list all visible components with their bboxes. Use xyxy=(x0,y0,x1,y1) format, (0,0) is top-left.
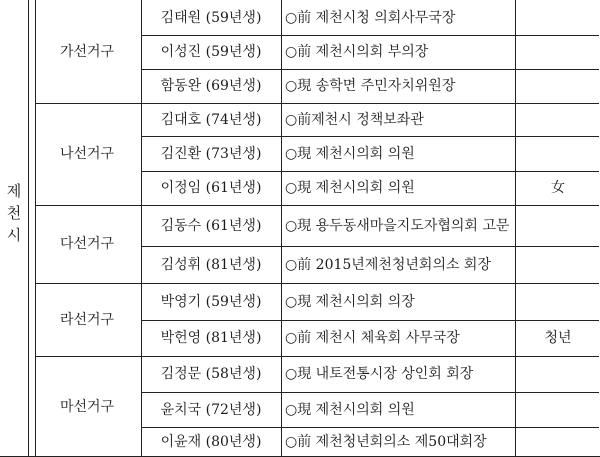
group-divider xyxy=(35,283,599,284)
row-divider xyxy=(141,246,599,247)
candidate-name: 박헌영 (81년생) xyxy=(160,330,262,346)
city-label: 제천시 xyxy=(6,182,22,244)
candidate-role: ○現 제천시의회 의원 xyxy=(285,145,415,162)
candidate-role: ○現 제천시의회 의원 xyxy=(285,401,415,418)
candidate-role: ○現 송학면 주민자치위원장 xyxy=(285,78,456,94)
column-divider xyxy=(35,0,36,457)
candidate-role: ○前 제천청년회의소 제50대회장 xyxy=(285,434,487,450)
row-divider xyxy=(141,136,599,137)
candidate-name: 김태원 (59년생) xyxy=(160,9,262,26)
district-name: 라선거구 xyxy=(59,311,115,328)
district-name: 가선거구 xyxy=(59,43,115,60)
candidate-role: ○前 제천시 체육회 사무국장 xyxy=(285,330,460,346)
group-divider xyxy=(35,356,599,357)
candidate-name: 김정문 (58년생) xyxy=(160,366,262,382)
candidate-role: ○前제천시 정책보좌관 xyxy=(285,111,424,128)
candidate-name: 김동수 (61년생) xyxy=(160,217,262,234)
candidate-name: 김진환 (73년생) xyxy=(160,145,262,162)
candidate-role: ○現 제천시의회 의원 xyxy=(285,180,415,196)
candidate-name: 이윤재 (80년생) xyxy=(160,434,262,450)
row-divider xyxy=(141,427,599,428)
row-divider xyxy=(141,69,599,70)
district-name: 다선거구 xyxy=(59,236,115,252)
candidate-role: ○現 내토전통시장 상인회 회장 xyxy=(285,366,474,382)
row-divider xyxy=(141,320,599,321)
candidate-role: ○現 용두동새마을지도자협의회 고문 xyxy=(285,217,510,234)
candidate-name: 이정임 (61년생) xyxy=(160,180,262,196)
row-divider xyxy=(141,171,599,172)
candidate-note: 청년 xyxy=(544,330,572,346)
group-divider xyxy=(35,103,599,104)
group-divider xyxy=(35,205,599,206)
candidate-name: 이성진 (59년생) xyxy=(160,44,262,60)
candidate-name: 김성휘 (81년생) xyxy=(160,256,262,273)
candidate-role: ○現 제천시의회 의장 xyxy=(285,293,415,310)
district-name: 마선거구 xyxy=(59,398,115,415)
candidate-name: 함동완 (69년생) xyxy=(160,78,262,94)
row-divider xyxy=(141,35,599,36)
candidate-name: 윤치국 (72년생) xyxy=(160,401,262,418)
candidate-role: ○前 제천시청 의회사무국장 xyxy=(285,9,456,26)
candidate-name: 김대호 (74년생) xyxy=(160,111,262,128)
candidate-name: 박영기 (59년생) xyxy=(160,293,262,310)
candidate-role: ○前 제천시의회 부의장 xyxy=(285,44,429,60)
candidate-role: ○前 2015년제천청년회의소 회장 xyxy=(285,256,491,273)
column-divider xyxy=(28,0,29,457)
row-divider xyxy=(141,392,599,393)
district-name: 나선거구 xyxy=(59,146,115,162)
candidate-note: 女 xyxy=(551,180,565,196)
